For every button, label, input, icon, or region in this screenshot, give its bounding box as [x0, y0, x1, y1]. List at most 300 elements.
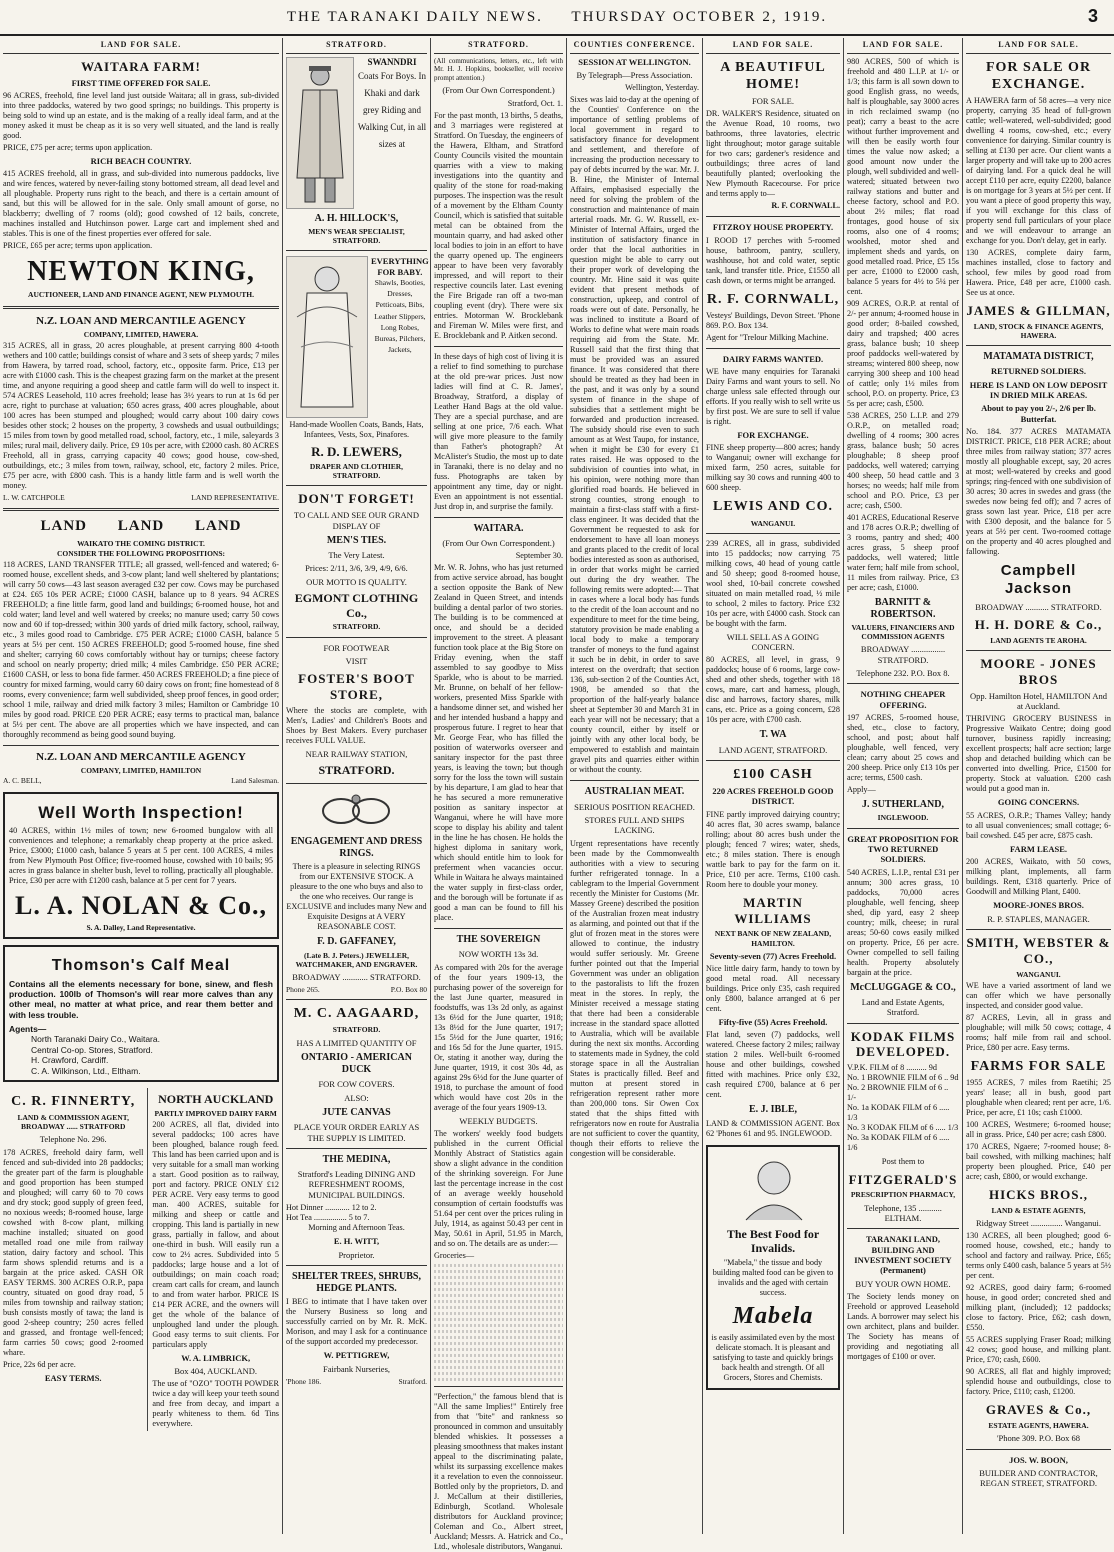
ad-subheading: 220 ACRES FREEHOLD GOOD DISTRICT. [712, 785, 834, 807]
rings-illustration [286, 789, 427, 829]
advertiser-tagline: Land and Estate Agents, Stratford. [861, 996, 945, 1018]
limbrick-advert [152, 1088, 279, 1431]
article-subheading: STORES FULL AND SHIPS LACKING. [584, 815, 685, 836]
ad-text: 540 ACRES, L.I.P., rental £31 per annum; 300 acres grass, 10 paddocks, 70,000 acres ploughable, well fencing, sheep shed, dip yard, easy 2 sheep country; milk, cheese; in rural areas; 50-60 cows easily milked on property. Price, £6 per acre. Owner compelled to sell failing health. Property absolutely bargain at the price. [847, 867, 959, 977]
dateline: September 30. [515, 551, 563, 561]
table-row [434, 1276, 563, 1279]
ad-text: Where the stocks are complete, with Men's, Ladies' and Children's Boots and Shoes by Best Makers. Every purchaser receives FULL VALUE. [286, 706, 427, 746]
article-heading: THE SOVEREIGN [456, 934, 541, 946]
table-row [434, 1366, 563, 1369]
ad-text: Nice little dairy farm, handy to town by good metal road. All necessary buildings. Price only £35, cash required only £800, balance arranged at 6 per cent. [706, 964, 840, 1014]
divider [434, 928, 563, 929]
advertiser-tagline: MEN'S WEAR SPECIALIST, STRATFORD. [308, 226, 405, 246]
advertiser-name: LEWIS AND CO. [713, 499, 833, 515]
article-subheading: WEEKLY BUDGETS. [459, 1115, 538, 1126]
advertiser-tagline: STRATFORD. [332, 1025, 381, 1035]
table-row [434, 1360, 563, 1363]
advertiser-tagline: WANGANUI. [1016, 969, 1061, 979]
ad-text: 1955 ACRES, 7 miles from Raetihi; 25 years' lease; all in bush, good part ploughable when cleared; rent per acre, 1/6. Price, per acre, £1 10s; cash £1000. [966, 1077, 1111, 1117]
table-row [434, 1324, 563, 1327]
article-text: Mr. W. R. Johns, who has just returned from active service abroad, has bought a section opposite the Bank of New Zealand in Queen Street, and intends building a dental parlor of two stories. The building is to be commenced at once, and should be a decided improvement to the street. A pleasant function took place at the Big Store on Friday evening, when the staff assembled to say goodbye to Miss Sparkle, who is about to be married. Mr. Brunne, on behalf of her fellow-workers, presented Miss Sparkle with a handsome dinner set, and wished her and her intended husband a happy and prosperous future. I regret to hear that Mr. George Fear, who has filled the position of waterworks overseer and sanitary inspector for the past three years, is leaving the town; but though sorry for the loss the town will sustain by his departure, I am glad to hear that he has secured a more remunerative position as sanitary inspector at Wanganui, where he will have more scope to display his ability and talent in the line he has chosen. He holds the highest diploma in sanitary work, which should entitle him to look for preferment when vacancies occur. While in Waitara he always maintained the water supply in first-class order, and the borough will be fortunate if as good a man can be found to fill his place. [434, 563, 563, 923]
ad-signature [3, 493, 279, 502]
ad-text: The Very Latest. [328, 550, 385, 561]
ad-subheading: Seventy-seven (77) Acres Freehold. [709, 950, 837, 961]
advertiser-tagline: LAND, STOCK & FINANCE AGENTS, HAWERA. [973, 321, 1104, 340]
ad-text: Contains all the elements necessary for bone, sinew, and flesh production. 100lb of Thomson's will rear more calves than any other meal, no matter at what price, and rear them better and with less trouble. [9, 978, 273, 1020]
divider [434, 517, 563, 518]
article-text: As compared with 20s for the average of the four years 1909-13, the purchasing power of the sovereign for the last June quarter, measured in foodstuffs, was 13s 2d only, as against 13s 6½d for the June quarter, 1918; 13s 8½d for the June quarter, 1917; 15s 5½d for the June quarter, 1916; and 16s 5d for the June quarter, 1915. Or, stating it another way, during the June quarter, 1919, it cost 30s 4d, as against 29s 6½d for the June quarter of 1918, to purchase the amount of food which would have cost 20s in the average of the four years 1909-13. [434, 962, 563, 1112]
divider [847, 828, 959, 829]
table-row [434, 1264, 563, 1267]
price-row: V.P.K. FILM of 8 .......... 9d [847, 1063, 937, 1073]
ad-heading: ONTARIO - AMERICAN DUCK [301, 1051, 412, 1076]
advertiser-tagline: AUCTIONEER, LAND AND FINANCE AGENT, NEW PLYMOUTH. [28, 290, 254, 300]
budget-table [434, 1264, 563, 1381]
ad-text: A HAWERA farm of 58 acres—a very nice property, carrying 35 head of full-grown cattle; well-watered, well-subdivided; good dwelling 4 rooms, cow-shed, etc.; every convenience for dairying. Similar country is selling at £130 per acre. Our client wants a larger property and will take up to 200 acres of dairying land. For a quick deal he will accept £110 per acre, equity £2200, balance is on mortgage for 3 years at 5½ per cent. If you want a piece of good property this way, if you will exchange for this class of property send full particulars of your place and we will endeavour to arrange an exchange for you. Don't delay, get in early. [966, 95, 1111, 245]
contact-row: Telephone, 135 ........... ELTHAM. [864, 1202, 942, 1223]
ad-text: There is a pleasure in selecting RINGS from our EXTENSIVE STOCK. A pleasure to the one who buys and also to the one who receives. Our range is EXCLUSIVE and includes many New and Exquisite Designs at A VERY REASONABLE COST. [286, 862, 427, 932]
signature-name: L. W. CATCHPOLE [3, 493, 65, 503]
ad-subheading: WILL SELL AS A GOING CONCERN. [726, 631, 820, 652]
ad-heading: NORTH AUCKLAND [158, 1091, 274, 1106]
advertiser-name: A. H. HILLOCK'S, [314, 212, 399, 224]
advertiser-name: J. SUTHERLAND, [862, 799, 944, 811]
ad-text: OUR MOTTO IS QUALITY. [306, 576, 407, 587]
ad-text: 170 ACRES, Ngaere; 7-roomed house; 8-bail cowshed, with milking machines; half property been ploughed. Price, £40 per acre; cash, £800, or would exchange. [966, 1141, 1111, 1181]
advertiser-tagline: PRESCRIPTION PHARMACY, [850, 1190, 956, 1200]
ad-text: 200 ACRES, Waikato, with 50 cows, milking plant, implements, all farm buildings. Rent, £318 quarterly. Price of Goodwill and Milking Plant, £400. [966, 857, 1111, 897]
invalid-portrait-illustration [711, 1150, 837, 1220]
ad-text: Apply— [847, 785, 876, 795]
table-row [434, 1270, 563, 1273]
article-text: "Perfection," the famous blend that is "All the same Implies!" Entirely free from that "bite" and rankness so pronounced in common and unsuitably blended whiskies. It possesses a pleasing smoothness that makes instant appeal to the discriminating palate, whilst its surpassing excellence makes it a revelation to even the connoisseur. Bottled only by the proprietors, D. and J. McCallum at their distilleries, Edinburgh, Scotland. Wholesale distributors for Auckland province; Coleman and Co., Albert street, Auckland; Messrs. A. Hatrick and Co., Ltd., wholesale distributors, Wanganui. [434, 1392, 563, 1552]
ad-text: The use of "OZO" TOOTH POWDER twice a day will keep your teeth sound and free from decay, and impart a pearly whiteness to them. 6d Tins everywhere. [152, 1379, 279, 1429]
ad-heading: LAND LAND LAND [40, 518, 242, 535]
telephone: Phone 265. [286, 985, 320, 995]
ad-price: PRICE, £75 per acre; terms upon application. [3, 142, 153, 152]
ad-text: VISIT [345, 655, 368, 666]
advertiser-name: MARTIN WILLIAMS [734, 894, 812, 926]
column-2 [283, 38, 430, 1534]
ad-subheading: FOR SALE. [751, 95, 795, 106]
advertiser-name: BARNITT & ROBERTSON. [870, 596, 936, 620]
ad-text: Flat land, seven (7) paddocks, well watered. Cheese factory 2 miles; railway station 2 miles. Well-built 6-roomed house and other buildings, cowshed fitted with machines. Price only £32, cash required £700, balance at 6 per cent. [706, 1030, 840, 1100]
divider [570, 780, 699, 781]
column-heading: STRATFORD. [434, 38, 563, 54]
divider [966, 929, 1111, 930]
ad-heading: £100 CASH [733, 766, 813, 782]
ad-signature [3, 776, 279, 785]
advertiser-tagline: INGLEWOOD. [877, 813, 929, 823]
dateline: Stratford, Oct. 1. [507, 98, 563, 108]
ad-text: 55 ACRES supplying Fraser Road; milking 42 cows; good house, and milking plant. Price, £70; cash, £600. [966, 1335, 1111, 1365]
article-heading: AUSTRALIAN MEAT. [584, 786, 685, 798]
advertiser-name: NEWTON KING, [27, 256, 255, 288]
column-heading: LAND FOR SALE. [706, 38, 840, 54]
divider [434, 1386, 563, 1387]
advertiser-name: E. H. WITT, [333, 1236, 380, 1247]
byline: (From Our Own Correspondent.) [442, 85, 555, 96]
advertiser-tagline: DRAPER AND CLOTHIER, STRATFORD. [309, 462, 404, 481]
table-row [434, 1294, 563, 1297]
ad-text: 100 ACRES, Westmere; 6-roomed house; all in grass. Price, £40 per acre; cash £800. [966, 1119, 1111, 1139]
contact-row [286, 985, 427, 994]
menu-line: Morning and Afternoon Teas. [308, 1223, 405, 1233]
advertiser-name: JAMES & GILLMAN, [966, 302, 1111, 318]
advertiser-name: L. A. NOLAN & Co., [14, 891, 267, 921]
column-heading: COUNTIES CONFERENCE. [570, 38, 699, 54]
divider [286, 999, 427, 1000]
table-row [434, 1300, 563, 1303]
divider [3, 745, 279, 746]
agents-label: Agents— [9, 1024, 47, 1035]
ad-heading: FOR SALE OR EXCHANGE. [985, 59, 1092, 92]
ad-heading: EVERYTHING FOR BABY. [371, 256, 429, 277]
advertiser-tagline: (Late B. J. Peters.) JEWELLER, WATCHMAKER, AND ENGRAVER. [295, 950, 418, 969]
ad-text: 90 ACRES, all flat and highly improved; splendid house and outbuildings, close to factory. Price, £110; cash, £1200. [966, 1367, 1111, 1397]
thomson-advert [3, 945, 279, 1082]
advertiser-address: Ridgway Street ............... Wanganui. [976, 1217, 1101, 1228]
column-heading: LAND FOR SALE. [966, 38, 1111, 54]
column-6 [844, 38, 962, 1534]
ad-subheading: HERE IS LAND ON LOW DEPOSIT IN DRIED MILK AREAS. [969, 379, 1108, 400]
divider [3, 306, 279, 309]
ad-subheading: GOING CONCERNS. [997, 797, 1080, 808]
ad-text: 80 ACRES, all level, in grass, 9 paddocks; house of 6 rooms, large cow-shed and other sheds, together with 18 cows, mare, cart and harness, plough, disc and harrows, factory shares, milk cans, etc. Price as a going concern, £28 10s per acre, with £700 cash. [706, 655, 840, 725]
article-subheading: NOW WORTH 13s 3d. [458, 949, 539, 960]
advertiser-name: FOSTER'S BOOT STORE, [298, 671, 415, 703]
advertiser-name: M. C. AAGAARD, [293, 1006, 420, 1022]
table-row [434, 1336, 563, 1339]
ad-text: 538 ACRES, 250 L.I.P. and 279 O.R.P., on metalled road; dwelling of 4 rooms; 300 acres grass, balance bush; 50 acres ploughable; 8 sheep proof paddocks, well watered; carrying 400 sheep, 50 head cattle and 3 horses; no weeds; half mile from school and P.O. Price, £3 per acre; cash, £500. [847, 410, 959, 510]
ad-subheading: Fifty-five (55) Acres Freehold. [718, 1017, 828, 1028]
ad-subheading: BUY YOUR OWN HOME. [855, 1278, 951, 1289]
signature-role: LAND REPRESENTATIVE. [191, 493, 279, 503]
ad-text: Agent for "Trelour Milking Machine. [706, 332, 829, 342]
ad-heading: GREAT PROPOSITION FOR TWO RETURNED SOLDIERS. [847, 833, 959, 865]
advertiser-name: HICKS BROS., [988, 1186, 1089, 1202]
ad-text: 401 ACRES, Educational Reserve and 178 acres O.R.P.; dwelling of 3 rooms, pantry and shed; 400 acres grass, 5 sheep proof paddocks, well watered; little water fern; half mile from school, 11 miles from railway. Price, £3 per acre; cash, £1000. [847, 512, 959, 592]
finnerty-advert [3, 1088, 143, 1431]
ad-text: "Mabela," the tissue and body building malted food can be given to invalids and the aged with certain success. [712, 1257, 834, 1297]
ad-text: I ROOD 17 perches with 5-roomed house, bathroom, pantry, scullery, washhouse, hot and cold water, septic tank, land transfer title. Price, £1550 all cash down, or terms might be arranged. [706, 235, 840, 285]
ad-heading: DON'T FORGET! [298, 491, 415, 507]
ad-text: TO CALL AND SEE OUR GRAND DISPLAY OF [294, 510, 419, 531]
man-in-coat-illustration [286, 57, 354, 209]
menu-line: Hot Dinner ............ 12 to 2. [286, 1203, 377, 1213]
ad-text: WE have a varied assortment of land we can offer which we have personally inspected, and consider good value. [966, 980, 1111, 1010]
page-number: 3 [1087, 6, 1098, 26]
ad-heading: Thomson's Calf Meal [51, 957, 231, 975]
divider [706, 216, 840, 217]
column-5 [703, 38, 843, 1534]
column-3 [431, 38, 566, 1552]
advertiser-name: SMITH, WEBSTER & CO., [966, 934, 1111, 966]
ad-text: 909 ACRES, O.R.P. at rental of 2/- per annum; 4-roomed house in good order; 8-bailed cowshed, dairy and trapshed; 400 acres grass, balance bush; 10 sheep proof paddocks well-watered by streams; wintered 800 sheep, now carrying 300 sheep and 100 head of cattle; only 1½ miles from school, P.O. on property. Price, £3 5s per acre; cash, £500. [847, 298, 959, 408]
table-row [434, 1306, 563, 1309]
ad-heading: FOR FOOTWEAR [323, 642, 390, 653]
advertiser-tagline: COMPANY, LIMITED, HAWERA. [83, 330, 199, 340]
ad-subheading: RETURNED SOLDIERS. [991, 366, 1086, 377]
table-row [434, 1288, 563, 1291]
price-row: No. 3 KODAK FILM of 6 ..... 1/3 [847, 1123, 959, 1133]
ad-price: Price, 22s 6d per acre. [3, 1359, 76, 1369]
article-text: Urgent representations have recently been made by the Commonwealth authorities with a view to securing further refrigerated tonnage. In a cablegram to the Imperial Government recently the Minister for Customs (Mr. Massey Greene) described the position of the Australian frozen meat industry as alarming, and pointed out that if the glut of frozen meat in the stores were allowed to continue, the industry would suffer seriously. Mr. Greene further pointed out that the Imperial Government was under an obligation to the pastoralists to lift the frozen meat in the stores. In reply, the Minister received a message stating that there had been a considerable increase in the standard space allotted to Australia, which will be available during the next six months. According to statements made in Sydney, the cold storage space in all the Australian States is practically filled. Beef and mutton at present stored in refrigeration represent rather more than 200,000 tons. Sir Owen Cox stated that the ships fitted with refrigerators now en route for Australia are not sufficient to cover the quantity, though their efforts to relieve the congestion will be considerable. [570, 838, 699, 1158]
table-row [434, 1330, 563, 1333]
ad-text: is easily assimilated even by the most delicate stomach. It is pleasant and satisfying to taste and quickly brings back health and strength. Of all Grocers, Stores and Chemists. [711, 1333, 835, 1383]
ad-heading: MATAMATA DISTRICT, [983, 351, 1094, 363]
advertiser-name: C. R. FINNERTY, [11, 1093, 136, 1109]
advertiser-name: W. PETTIGREW, [323, 1350, 390, 1361]
advertiser-tagline: S. A. Dalley, Land Representative. [86, 923, 196, 933]
table-row [434, 1342, 563, 1345]
byline: (From Our Own Correspondent.) [442, 537, 555, 548]
divider [966, 650, 1111, 651]
ad-text: 415 ACRES freehold, all in grass, and sub-divided into numerous paddocks, live and wire fences, watered by never-failing stony bottomed stream, all dead level and all ploughable. Property runs right to the beach, and there is a certain amount of sand, but this will be allowed for in the sale. Only small amount of gorse, no blackberry; dwelling of 7 rooms (old); good cowshed of 12 bails, concrete, machines installed and Hutchinson power. Large cart and implement shed and stables. This is one of the finest properties ever offered for sale. [3, 169, 279, 239]
ad-text: Hand-made Woollen Coats, Bands, Hats, Infantees, Vests, Sox, Pinafores. [289, 420, 424, 440]
advertiser-name: H. H. DORE & Co., [974, 616, 1103, 632]
ad-text: No. 184. 377 ACRES MATAMATA DISTRICT. PRICE, £18 PER ACRE; about three miles from railway station; 377 acres mostly all ploughable except, say, 20 acres at most; well-watered by creeks and good springs; ring-fenced with one subdivision of 30 acres; 30 acres in swedes and grass (the swedes now being fed off); and 7 acres of grass sown last year. Price, £18 per acre with £300 deposit, and the balance for 5 years at 5½ per cent. Two-roomed cottage on the property and 40 acres ploughed and fallowing. [966, 427, 1111, 557]
ad-text: 315 ACRES, all in grass, 20 acres ploughable, at present carrying 800 4-tooth wethers and 100 cattle; buildings consist of whare and 3 sets of sheep yards; 7 miles from Hawera, by tarred road, school, factory, etc., opposite farm. Price, £13 per acre with £1000 cash. This is the cheapest grazing farm on the market at the present time, and anyone requiring a good sheep and cattle farm will do well to inspect it. 574 ACRES Leasehold, 110 acres freehold; lease has 3½ years to run at 1s 6d per acre, right to purchase at valuation; 650 acres grass, 400 acres ploughable, about 100 acres has been stumped and ploughed; would carry about 100 dairy cows besides other stock; 2 houses on the property, 3 cowsheds and usual outbuildings; 15 miles from town by good metalled road, school, factory, etc., 1 mile, saleyards 3 miles; rural mail, delivery daily. Price, £9 10s per acre, with £2000 cash. 80 ACRES Freehold, all in grass, carrying capacity 40 cows; good house, cow-shed, outbuildings, etc.; 3 miles from town, railway, school, etc, factory 2 miles. Price, £75 per acre, with £800 cash. This is a handy little farm and is well worth the money. [3, 341, 279, 491]
ad-text: NEAR RAILWAY STATION, [305, 749, 408, 760]
divider [434, 346, 563, 347]
advertiser-tagline: LAND & COMMISSION AGENT, BROADWAY ...... STRATFORD [17, 1113, 129, 1132]
ad-text: Shawls, Booties, Dresses, Petticoats, Bibs, Leather Slippers, Long Robes, Bureas, Pilchers, Jackets, [374, 277, 426, 355]
divider [706, 533, 840, 534]
agent-entry: H. Crawford, Cardiff. [31, 1055, 109, 1066]
advertiser-tagline: LAND AGENT, STRATFORD. [718, 744, 828, 755]
ad-text: I BEG to intimate that I have taken over the Nursery Business so long and successfully carried on by Mr. R. McK. Morison, and may I ask for a continuance of the support accorded my predecessor. [286, 1297, 427, 1347]
article-heading: WAITARA. [473, 522, 524, 534]
ad-terms: EASY TERMS. [44, 1372, 102, 1383]
divider [286, 637, 427, 638]
advertiser-address: BROADWAY ................ STRATFORD. [860, 644, 946, 665]
advertiser-tagline: STRATFORD. [332, 622, 381, 632]
ad-heading: A BEAUTIFUL HOME! [720, 59, 826, 92]
advertiser-name: R. D. LEWERS, [311, 444, 402, 460]
price-row: No. 1a KODAK FILM of 6 ..... 1/3 [847, 1103, 950, 1123]
divider [286, 485, 427, 486]
lewers-advert [286, 256, 427, 418]
ad-heading: JUTE CANVAS [322, 1107, 391, 1119]
advertiser-name: N.Z. LOAN AND MERCANTILE AGENCY [36, 314, 246, 327]
ad-text: FINE sheep property—800 acres; handy to Wanganui; owner will exchange for mixed farm, 250 acres, suitable for milking say 30 cows and running 400 to 600 sheep. [706, 443, 840, 493]
ad-text: Coats For Boys. In Khaki and dark grey Riding and Walking Cut, in all sizes at [357, 70, 427, 150]
advertiser-name: EGMONT CLOTHING Co., [294, 591, 419, 620]
ad-text: 197 ACRES, 5-roomed house, shed, etc., close to factory, school, and post; about half ploughable, well fenced, very clean; carry about 25 cows and 200 sheep. Price only £13 10s per acre; terms, £500 cash. [847, 713, 959, 783]
ad-text: Post them to [881, 1156, 925, 1167]
brand-logo: Mabela [732, 1302, 814, 1329]
contact-row [286, 1377, 427, 1386]
mabela-advert [706, 1145, 840, 1391]
divider [3, 508, 279, 511]
ad-text: PLACE YOUR ORDER EARLY AS THE SUPPLY IS LIMITED. [293, 1122, 420, 1143]
advertiser-name: JOS. W. BOON, [1009, 1454, 1068, 1465]
advertiser-tagline: ESTATE AGENTS, HAWERA. [988, 1421, 1089, 1431]
ad-heading: FOR EXCHANGE. [737, 430, 809, 441]
advertiser-address: Vesteys' Buildings, Devon Street. 'Phone 869. P.O. Box 134. [706, 310, 840, 330]
agents-list [9, 1034, 273, 1075]
ad-text: The Society lends money on Freehold or approved Leasehold Lands. A borrower may select his own architect, plans and builder. The Society has means of providing and negotiating all mortgages of £100 or over. [847, 1292, 959, 1362]
advertiser-name: R. F. CORNWALL. [771, 201, 840, 211]
baby-illustration [286, 256, 368, 418]
nolan-advert [3, 792, 279, 940]
paper-name: THE TARANAKI DAILY NEWS. [286, 8, 543, 25]
advertiser-name: FITZGERALD'S [848, 1171, 958, 1187]
ad-heading: FITZROY HOUSE PROPERTY. [712, 222, 834, 233]
telephone: 'Phone 186. [286, 1377, 322, 1387]
agent-entry: Central Co-op. Stores, Stratford. [31, 1044, 153, 1055]
ad-text: 130 ACRES, complete dairy farm, machines installed, close to factory and school, few miles by good road from Hawera. Price, £48 per acre, £1000 cash. See us at once. [966, 247, 1111, 297]
advertiser-name: MOORE-JONES BROS. [993, 900, 1084, 911]
menu-line: Hot Tea ................ 5 to 7. [286, 1213, 370, 1223]
agent-entry: C. A. Wilkinson, Ltd., Eltham. [31, 1065, 141, 1076]
price-row: No. 3a KODAK FILM of 6 ..... 1/6 [847, 1133, 950, 1153]
ad-subheading: FARM LEASE. [1010, 843, 1067, 854]
advertiser-name: W. A. LIMBRICK, [181, 1352, 251, 1363]
ad-heading: FARMS FOR SALE [970, 1058, 1107, 1074]
divider [286, 1265, 427, 1266]
advertiser-address: Box 404, AUCKLAND. [174, 1366, 258, 1377]
advertiser-name: R. F. CORNWALL, [706, 291, 840, 307]
advertiser-tagline: LAND & ESTATE AGENTS, [991, 1205, 1086, 1215]
table-row [434, 1348, 563, 1351]
signature-name: A. C. BELL, [3, 776, 42, 786]
ad-text: 40 ACRES, within 1½ miles of town; new 6-roomed bungalow with all conveniences and telephone; a remarkably cheap property at the price asked. Price, £3000; £1000 cash, balance 5 years at 5 per cent. 100 ACRES, 4 miles from New Plymouth Post Office; five-roomed house, cowshed with 10 bails; 95 acres in grass balance in shelter bush, level to rolling, practically all ploughable. Price, £30 per acre with £1200 cash, balance at 5 per cent for 7 years. [9, 826, 273, 886]
ad-text: THRIVING GROCERY BUSINESS in Progressive Waikato Centre; doing good turnover, business rapidly increasing; excellent prospects; half acre section; large shop and detached building which can be converted into dwelling. Price, £1500 for property. Stock at valuation. £200 cash would put a good man in. [966, 714, 1111, 794]
hillock-advert [286, 57, 427, 209]
divider [286, 783, 427, 784]
column-rule [147, 1088, 148, 1431]
ad-subheading: WAIKATO THE COMING DISTRICT. [77, 538, 205, 548]
advertiser-name: N.Z. LOAN AND MERCANTILE AGENCY [36, 750, 246, 763]
price-list [847, 1063, 959, 1153]
column-heading: LAND FOR SALE. [847, 38, 959, 54]
ad-text: 178 ACRES, freehold dairy farm, well fenced and sub-divided into 28 paddocks; the greater part of the farm is ploughable and good proportion has been stumped and ploughed; will carry 60 to 70 cows and dry stock; good supply of green feed, no noxious weeds; 8-roomed house, large cowshed with 8-cow plant, milking machine installed; situated on good metalled road one mile from railway station, dairy factory and school. This farm shows splendid returns and is a bargain at the price asked. CASH OR EASY TERMS. 300 ACRES O.R.P., papa country, situated on good dray road, 5 miles from township and railway station; bush consists mostly of tawa; the land is good 2-sheep country; 250 acres felled and grassed, and frontage well-fenced; farm carries 50 cows; good 2-roomed whare. [3, 1147, 144, 1357]
article-text: In these days of high cost of living it is a relief to find something to purchase at the old pre-war prices. Just now ladies will find at C. R. James', Broadway, Stratford, a display of Leather Hand Bags at the old value. They are a special purchase, and are selling at one price, 7/6 each. What will give more pleasure to the family than Father's photograph? At McAlister's Studio, the most up to date in Taranaki, there is no delay and no fuss. Photographs are taken by appointment any time, day or night. Even an appointment is not essential. Just drop in, and surprise the family. [434, 351, 563, 511]
column-4 [567, 38, 702, 1534]
column-1 [0, 38, 282, 1534]
ad-heading: TARANAKI LAND, BUILDING AND INVESTMENT SOCIETY (Permanent) [854, 1234, 952, 1276]
table-row [434, 1282, 563, 1285]
table-row [434, 1312, 563, 1315]
ad-text: FINE partly improved dairying country; 40 acres flat, 30 acres swamp, balance rolling; about 80 acres bush under the plough; fenced 7 wires; water, sheds, etc.; 8 miles station. There is enough wattle bark to pay for the farm on it. Price, £10 per acre. Terms, £100 cash. Room here to double your money. [706, 809, 840, 889]
table-row [434, 1318, 563, 1321]
advertiser-tagline: NEXT BANK OF NEW ZEALAND, HAMILTON. [714, 929, 832, 948]
table-row [434, 1378, 563, 1381]
advertiser-name: GRAVES & Co., [985, 1402, 1092, 1418]
agent-entry: North Taranaki Dairy Co., Waitara. [31, 1034, 160, 1045]
divider [847, 1023, 959, 1024]
ad-heading: Well Worth Inspection! [38, 802, 244, 822]
ad-subheading: PARTLY IMPROVED DAIRY FARM [154, 1108, 277, 1118]
ad-heading: DAIRY FARMS WANTED. [722, 353, 824, 364]
hillock-text [357, 57, 427, 209]
advertiser-address: BROADWAY ............ STRATFORD. [292, 971, 421, 982]
advertiser-name: THE MEDINA, [322, 1153, 391, 1165]
divider [847, 1228, 959, 1229]
editor-note: (All communications, letters, etc., left with Mr. H. J. Hopkins, bookseller, will receive prompt attention.) [434, 56, 563, 82]
ad-text: 92 ACRES, good dairy farm; 6-roomed house, in good order; concreted shed and milking plant, (included); 12 paddocks; close to factory. Price, £62; cash down, £550. [966, 1283, 1111, 1333]
ad-text: FOR COW COVERS. [318, 1079, 395, 1090]
divider [706, 348, 840, 349]
advertiser-tagline: Proprietor. [338, 1249, 375, 1260]
divider [286, 1148, 427, 1149]
price-row: No. 1 BROWNIE FILM of 6 .. 9d [847, 1073, 959, 1083]
ad-text: 55 ACRES, O.R.P.; Thames Valley; handy to all usual conveniences; small cottage; 6-bail cowshed. £45 per acre, £875 cash. [966, 810, 1111, 840]
ad-heading: SHELTER TREES, SHRUBS, HEDGE PLANTS. [292, 1270, 421, 1295]
contact-row: Telephone 232. P.O. Box 8. [856, 668, 950, 679]
advertiser-tagline: Fairbank Nurseries, [322, 1363, 391, 1374]
ad-subheading: About to pay you 2/-, 2/6 per lb. Butterfat. [981, 403, 1096, 424]
divider [286, 250, 427, 251]
ad-heading: MEN'S TIES. [326, 534, 387, 546]
advertiser-name: MOORE - JONES BROS [980, 655, 1097, 687]
ad-heading: SWANNDRI [367, 56, 417, 67]
article-text: Sixes was laid to-day at the opening of the Counties' Conference on the importance of settling problems of local government in regard to satisfactory finance for development and settlement, and therefore of increasing the production necessary to pay of debts incurred by the war. Mr. J. B. Hine, the Minister of Internal Affairs, emphasised especially the need for solving the problem of the construction and maintenance of main arterial roads. Mr. G. W. Russell, ex-Minister of Internal Affairs, urged the institution of satisfactory finance in order that the local authorities in question might be able to carry out their proper work of developing the country. Mr. Hine said it was quite evident that present methods of construction, upkeep, and control of roads were out of date. Personally, he was inclined to institute a Board of Works to define what were main roads requiring aid from the State. Mr. Russell said that the first thing that must be provided was an assured finance. It was considered that there should be treated as they had been in the past, and it was only by a sound system of finance in the shape of subsidies that a settlement might be forwarded and production increased. The subsidy should rise even to such amount as at West Taupo, for instance, when it might be £30 for every £1 rates raised. He was opposed to the subdivision of counties into what, in his opinion, were nothing more than glorified road boards. He believed in strong counties, strong enough to maintain a first-class staff with a first-class engineer. It was decided that the Government be requested to ask for endorsement to have all loan moneys and grants placed to the credit of local bodies interested as soon as authorised, in order that works might be carried out during the dry weather. The following remits were adopted:— That in cases where a local body has funds to the credit of the loan account and no expenditure to meet for the time being, statutory provision be made enabling a local body to make a temporary transfer of moneys to the fund against it such be in debit, in order to save interest on the overdraft; that section 136, sub-section 2 of the Counties Act, 1908, be amended so that the proportion of the half-yearly balance sheet at September 30 and March 31 in each year will not be necessary; that a county council, either by itself or jointly with any other local body, be empowered to establish and maintain gravel pits and quarries either within or without the county. [570, 95, 699, 775]
ad-text: ALSO: [344, 1092, 369, 1103]
ad-text: WE have many enquiries for Taranaki Dairy Farms and want yours to sell. No charge unless sale effected through our efforts. If you really wish to sell write us by first post. We are sure to sell if value is right. [706, 367, 840, 427]
column-7 [963, 38, 1114, 1534]
ad-heading: The Best Food for Invalids. [726, 1226, 820, 1256]
ad-text: DR. WALKER'S Residence, situated on the Avenue Road, 10 rooms, two bathrooms, three lavatories, electric light throughout; motor garage suitable for two cars; gardener's residence and outbuildings; three acres of land beautifully planted; overlooking the New Plymouth Racecourse. For price and terms apply to— [706, 109, 840, 199]
ad-text: 96 ACRES, freehold, fine level land just outside Waitara; all in grass, sub-divided into three paddocks, watered by two good springs; no buildings. This property is being sold to wind up an estate, and is the making of a really ideal farm, and at the money asked it must be cheap as it is so very well situated, and the land is really good. [3, 90, 279, 140]
telephone: Telephone No. 296. [39, 1134, 107, 1145]
price-row: No. 2 BROWNIE FILM of 6 .. 1/- [847, 1083, 949, 1103]
ad-text: 239 ACRES, all in grass, subdivided into 15 paddocks; now carrying 75 milking cows, 40 head of young cattle and 50 sheep; good 8-roomed house, wool shed, 10-bail concrete cowshed situated on main metalled road, ½ mile to school, 2 miles to factory. Price £32 10s per acre, with £4000 cash. Stock can be bought with the farm. [706, 538, 840, 628]
advertiser-name: E. J. IBLE, [748, 1104, 798, 1116]
table-row [434, 1354, 563, 1357]
advertiser-name: McCLUGGAGE & CO., [850, 981, 956, 993]
ad-text: HAS A LIMITED QUANTITY OF [296, 1037, 417, 1048]
article-subheading: SESSION AT WELLINGTON. [578, 56, 691, 67]
divider [706, 760, 840, 761]
masthead-title [0, 9, 1114, 26]
issue-date: THURSDAY OCTOBER 2, 1919. [571, 8, 828, 25]
advertiser-name: F. D. GAFFANEY, [317, 936, 396, 948]
ad-text: Stratford's Leading DINING AND REFRESHMENT ROOMS, MUNICIPAL BUILDINGS. [297, 1169, 416, 1200]
ad-text: 130 ACRES, all been ploughed; good 6-roomed house, cowshed, etc.; handy to school and factory and railway. Price, £65; terms only £400 cash, balance 5 years at 5½ per cent. [966, 1231, 1111, 1281]
ad-subheading: FIRST TIME OFFERED FOR SALE. [71, 77, 211, 88]
article-text: The workers' weekly food budgets published in the current Official Monthly Abstract of Statistics again show a slight advance in the condition of the shrinking sovereign. For June last the percentage increase in the cost of an average weekly household consumption of certain foodstuffs was 51.64 per cent over the prices ruling in July, 1914, as against 50.43 per cent in May, 50.61 in April, 51.95 in March, and so on. The details are as under:— [434, 1129, 563, 1249]
ad-heading: ENGAGEMENT AND DRESS RINGS. [290, 836, 423, 860]
signature-role: Land Salesman. [231, 776, 279, 786]
baby-text [371, 256, 429, 418]
ad-price: Prices: 2/11, 3/6, 3/9, 4/9, 6/6. [305, 563, 408, 574]
bottom-adverts [3, 1088, 279, 1431]
table-row [434, 1372, 563, 1375]
ad-text: STRATFORD. [318, 763, 395, 778]
divider [847, 683, 959, 684]
po-box: P.O. Box 80 [390, 985, 427, 995]
article-text: For the past month, 13 births, 5 deaths, and 3 marriages were registered at Stratford. On Tuesday, the engineers of the Hawera, Eltham, and Stratford County Councils visited the mountain quarries with a view to making investigations into the quantity and quality of the stone for road-making purposes. The inspection was the result of a movement by the Eltham County Council, which is satisfied that suitable metal can be obtained from the mountain quarry, and had asked other local bodies to join in an effort to have the quarry opened up. The engineers appear to have been very favorably impressed, and will report to their respective councils later. Last evening the Fire Brigade ran off a two-man coupling event (dry). There were six entries. Motorman W. Brocklebank and Fireman W. Miles were first, and E. Brocklebank and P. Aitken second. [434, 110, 563, 340]
advertiser-address: BROADWAY ........... STRATFORD. [975, 601, 1102, 612]
advertiser-tagline: VALUERS, FINANCIERS AND COMMISSION AGENTS [851, 623, 955, 642]
ad-text: 200 ACRES, all flat, divided into several paddocks; 100 acres have been ploughed, balance rough feed. This land has been carried upon and is very suitable for a small man working a start. Good position as to railway, port and factory. PRICE ONLY £12 PER ACRE. Very easy terms to good man. 400 ACRES, suitable for milking and sheep or cattle and cropping. This land is partially in new grass, partially in fallow, and about one-third in bush. Will easily run a cow to 2½ acres. Subdivided into 5 paddocks; large house and a lot of outbuildings; on main coach road; cream cart calls for cream, and launch to and from water harbor. PRICE IS £14 PER ACRE, and the owners will get the whole of the balance of unploughed land under the plough. Good easy terms to suit clients. For particulars apply [152, 1119, 279, 1349]
ad-price: PRICE, £65 per acre; terms upon application. [3, 241, 153, 251]
divider [966, 1449, 1111, 1450]
ad-subheading: CONSIDER THE FOLLOWING PROPOSITIONS: [56, 548, 226, 558]
ad-text: 118 ACRES, LAND TRANSFER TITLE; all grassed, well-fenced and watered; 6-roomed house, excellent sheds, and 3-cow plant; land well sheltered by plantations; will carry 50 cows—43 last season averaged £32 per cow. Cows may be purchased at £24. £65 10s PER ACRE; £1000 CASH, balance up to 8 years. 94 ACRES FREEHOLD; a fine little farm, good land and buildings; 6-roomed house, hot and cold water; land level and well watered by creeks; no manure used; carry 50 cows now and 60 if top-dressed; within 300 yards of dried milk factory, school, railway, etc., 3 miles good road to Cambridge. £75 PER ACRE; £1000 CASH, balance 5 years at 5½ per cent. 150 ACRES FREEHOLD; good 5-roomed house, fine shed and shelter; carrying 60 cows comfortably without hay or turnips; cheese factory and school on nearly property; dried milk; 4 miles Cambridge. £50 PER ACRE; £1600 CASH, or less to bona fide farmer. 450 ACRES FREEHOLD; a fine piece of country for mixed farming, would carry 60 dairy cows on front; fine homestead of 8 rooms, every convenience; farm well subdivided, sheep proof fences, in good order; school 1 mile, railway and dried milk factory 3 miles; Hamilton or Cambridge 10 miles by good road. PRICE £20 PER ACRE; easy terms to practical man, balance at 5½ per cent. The above are all properties which we have inspected, and can thoroughly recommend as being good sound buying. [3, 559, 279, 739]
budget-caption: Groceries— [434, 1251, 475, 1261]
town: Stratford. [398, 1377, 427, 1387]
advertiser-name: T. WA [759, 729, 787, 741]
advertiser-tagline: BUILDER AND CONTRACTOR, REGAN STREET, STRATFORD. [979, 1467, 1098, 1489]
column-heading: STRATFORD. [286, 38, 427, 54]
article-subheading: SERIOUS POSITION REACHED. [574, 801, 695, 812]
ad-heading: WAITARA FARM! [81, 58, 201, 74]
ad-subheading: RICH BEACH COUNTRY. [90, 155, 192, 166]
